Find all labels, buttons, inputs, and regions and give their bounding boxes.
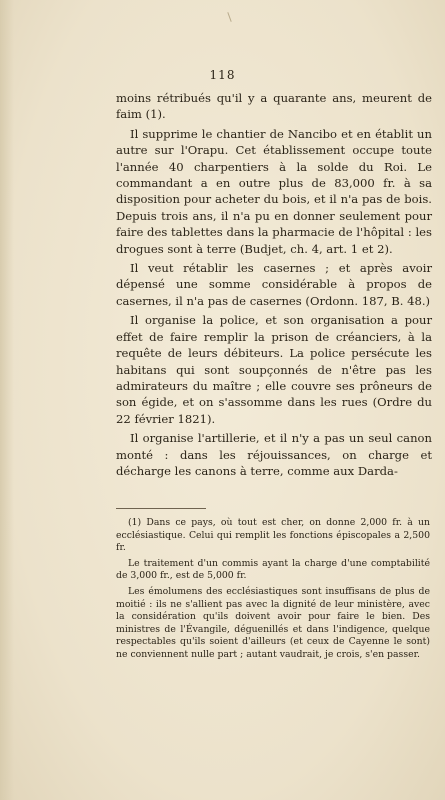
ink-mark bbox=[227, 12, 231, 22]
page-spine-shadow bbox=[0, 0, 14, 800]
paragraph-2: Il supprime le chantier de Nancibo et en établit un autre sur l'Orapu. Cet établissement occupe toute l'année 40 charpentiers à la solde du Roi. Le commandant a en outre plus de 83,000 fr. à sa disposition pour acheter du bois, et il n'a pas de bois. Depuis trois ans, il n'a pu en donner seulement pour faire des tablettes dans la pharmacie de l'hôpital : les drogues sont à terre (Budjet, ch. 4, art. 1 et 2). bbox=[116, 126, 432, 256]
paragraph-4: Il organise la police, et son organisation a pour effet de faire remplir la prison de créanciers, à la requête de leurs débiteurs. La police persécute les habitans qui sont soupçonnés de n'être pas les admirateurs du maître ; elle couvre ses prôneurs de son égide, et on s'assomme dans les rues (Ordre du 22 février 1821). bbox=[116, 313, 432, 426]
paragraph-1: moins rétribués qu'il y a quarante ans, meurent de faim (1). bbox=[116, 91, 432, 122]
footnote-1: (1) Dans ce pays, où tout est cher, on donne 2,000 fr. à un ecclésiastique. Celui qui remplit les fonctions épiscopales a 2,500 fr. bbox=[116, 517, 430, 554]
page-number: 118 bbox=[209, 68, 236, 82]
main-text bbox=[116, 90, 432, 482]
footnote-2: Le traitement d'un commis ayant la charge d'une comptabilité de 3,000 fr., est de 5,000 fr. bbox=[116, 557, 430, 582]
footnote-3: Les émolumens des ecclésiastiques sont insuffisans de plus de moitié : ils ne s'allient pas avec la dignité de leur ministère, avec la considération qu'ils doivent avoir pour faire le bien. Des ministres de l'Évangile, déguenillés et dans l'indigence, quelque respectables qu'ils soient d'ailleurs (et ceux de Cayenne le sont) ne conviennent nulle part ; autant vaudrait, je crois, s'en passer. bbox=[116, 585, 430, 660]
footnotes bbox=[116, 517, 430, 665]
paragraph-5: Il organise l'artillerie, et il n'y a pas un seul canon monté : dans les réjouissances, on charge et décharge les canons à terre, comme aux Darda- bbox=[116, 431, 432, 478]
footnote-divider bbox=[116, 508, 206, 509]
paragraph-3: Il veut rétablir les casernes ; et après avoir dépensé une somme considérable à propos de casernes, il n'a pas de casernes (Ordonn. 187, B. 48.) bbox=[116, 261, 432, 308]
